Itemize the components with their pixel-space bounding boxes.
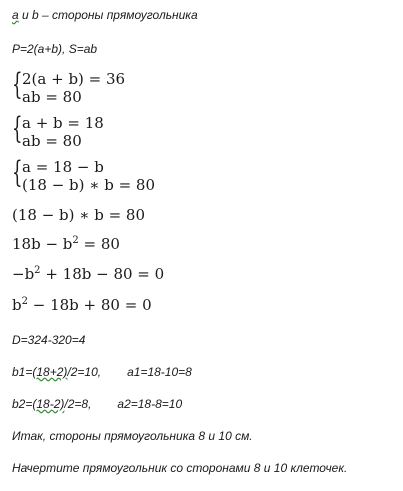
equation-7 xyxy=(12,296,152,314)
b1-numerator: (18+2) xyxy=(32,365,68,379)
b2-numerator: (18-2) xyxy=(32,397,65,411)
discriminant-line: D=324-320=4 xyxy=(12,333,86,347)
b2-head: b2= xyxy=(12,397,33,411)
equation-4: (18 − b) ∗ b = 80 xyxy=(12,206,146,224)
b1-head: b1= xyxy=(12,365,33,379)
a2-value: a2=18-8=10 xyxy=(117,397,183,411)
system-2-eq-1: a + b = 18 xyxy=(22,114,104,132)
system-3-eq-1: a = 18 − b xyxy=(22,158,104,176)
conclusion-line: Итак, стороны прямоугольника 8 и 10 см. xyxy=(12,429,253,443)
b2-tail: /2=8, xyxy=(64,397,92,411)
equation-5 xyxy=(12,235,120,253)
equation-5-exponent: 2 xyxy=(72,235,79,246)
brace-2: { xyxy=(12,111,23,146)
equation-6 xyxy=(12,265,164,283)
equation-5-tail: = 80 xyxy=(78,235,120,253)
intro-line xyxy=(12,8,198,22)
system-1-eq-2: ab = 80 xyxy=(22,88,82,106)
equation-7-tail: − 18b + 80 = 0 xyxy=(27,296,152,314)
system-3-eq-2: (18 − b) ∗ b = 80 xyxy=(22,176,156,194)
equation-7-exponent: 2 xyxy=(21,296,28,307)
equation-7-main: b xyxy=(12,296,22,314)
task-line: Начертите прямоугольник со сторонами 8 и 10 клеточек. xyxy=(12,461,348,475)
equation-6-main: −b xyxy=(12,265,35,283)
a1-value: a1=18-10=8 xyxy=(127,365,192,379)
brace-1: { xyxy=(12,67,23,102)
variable-a: a xyxy=(12,8,19,22)
system-1-eq-1: 2(a + b) = 36 xyxy=(22,70,126,88)
brace-3: { xyxy=(12,155,23,190)
b1-tail: /2=10, xyxy=(67,365,102,379)
intro-text: и b – стороны прямоугольника xyxy=(18,8,198,22)
root-1-line xyxy=(12,365,192,379)
system-2-eq-2: ab = 80 xyxy=(22,132,82,150)
equation-6-exponent: 2 xyxy=(34,265,41,276)
root-2-line xyxy=(12,397,182,411)
equation-6-tail: + 18b − 80 = 0 xyxy=(40,265,165,283)
equation-5-main: 18b − b xyxy=(12,235,73,253)
formulas-line: P=2(a+b), S=ab xyxy=(12,42,98,56)
